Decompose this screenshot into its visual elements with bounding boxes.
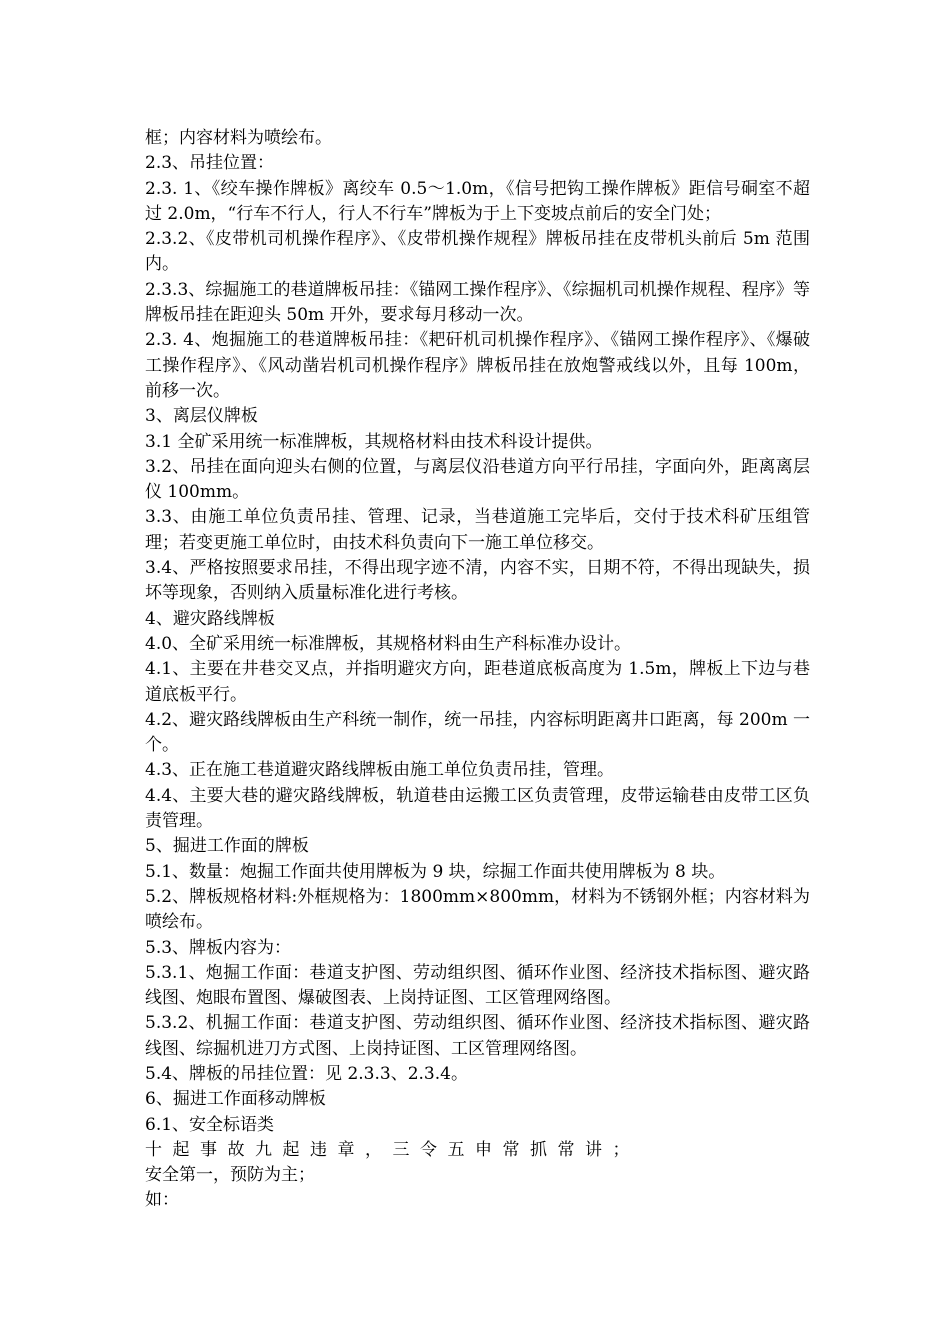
paragraph: 3.4、严格按照要求吊挂，不得出现字迹不清，内容不实，日期不符，不得出现缺失，损坏等现象，否则纳入质量标准化进行考核。 (145, 558, 810, 604)
paragraph: 5.4、牌板的吊挂位置：见 2.3.3、2.3.4。 (145, 1063, 468, 1084)
safety-slogan: 安全第一，预防为主； (145, 1165, 315, 1186)
paragraph: 4.4、主要大巷的避灾路线牌板，轨道巷由运搬工区负责管理，皮带运输巷由皮带工区负责管理。 (145, 785, 810, 832)
paragraph: 5.3.2、机掘工作面：巷道支护图、劳动组织图、循环作业图、经济技术指标图、避灾路线图、综掘机进刀方式图、上岗持证图、工区管理网络图。 (145, 1013, 810, 1059)
paragraph: 4.1、主要在井巷交叉点，并指明避灾方向，距巷道底板高度为 1.5m，牌板上下边与巷道底板平行。 (145, 659, 810, 705)
safety-slogan: 十起事故九起违章，三令五申常抓常讲； (145, 1139, 640, 1160)
paragraph: 5.1、数量：炮掘工作面共使用牌板为 9 块，综掘工作面共使用牌板为 8 块。 (145, 861, 726, 882)
section-heading: 5、掘进工作面的牌板 (145, 836, 309, 857)
paragraph: 5.2、牌板规格材料:外框规格为：1800mm×800mm，材料为不锈钢外框；内容材料为喷绘布。 (145, 886, 810, 933)
paragraph: 4.0、全矿采用统一标准牌板，其规格材料由生产科标准办设计。 (145, 633, 632, 654)
paragraph: 2.3.3、综掘施工的巷道牌板吊挂：《锚网工操作程序》、《综掘机司机操作规程、程序》等牌板吊挂在距迎头 50m 开外，要求每月移动一次。 (145, 279, 810, 326)
section-heading: 2.3、吊挂位置： (145, 153, 275, 174)
paragraph: 2.3. 1、《绞车操作牌板》离绞车 0.5～1.0m，《信号把钩工操作牌板》距信号硐室不超过 2.0m，“行车不行人，行人不行车”牌板为于上下变坡点前后的安全门处； (145, 178, 810, 224)
section-heading: 4、避灾路线牌板 (145, 608, 275, 629)
document-body (145, 126, 810, 1214)
paragraph: 框；内容材料为喷绘布。 (145, 128, 332, 148)
paragraph: 3.1 全矿采用统一标准牌板，其规格材料由技术科设计提供。 (145, 431, 603, 452)
paragraph: 如： (145, 1190, 179, 1211)
paragraph: 2.3. 4、炮掘施工的巷道牌板吊挂：《耙矸机司机操作程序》、《锚网工操作程序》、《爆破工操作程序》、《风动凿岩机司机操作程序》牌板吊挂在放炮警戒线以外，且每 100m，前移一次。 (145, 330, 810, 401)
paragraph: 5.3.1、炮掘工作面：巷道支护图、劳动组织图、循环作业图、经济技术指标图、避灾路线图、炮眼布置图、爆破图表、上岗持证图、工区管理网络图。 (145, 962, 810, 1009)
paragraph: 5.3、牌板内容为： (145, 937, 292, 958)
section-heading: 3、离层仪牌板 (145, 406, 258, 427)
paragraph: 3.2、吊挂在面向迎头右侧的位置，与离层仪沿巷道方向平行吊挂，字面向外，距离离层仪 100mm。 (145, 456, 810, 503)
paragraph: 2.3.2、《皮带机司机操作程序》、《皮带机操作规程》牌板吊挂在皮带机头前后 5m 范围内。 (145, 229, 810, 275)
paragraph: 4.3、正在施工巷道避灾路线牌板由施工单位负责吊挂，管理。 (145, 760, 615, 781)
section-heading: 6、掘进工作面移动牌板 (145, 1089, 326, 1110)
paragraph: 6.1、安全标语类 (145, 1114, 275, 1135)
paragraph: 3.3、由施工单位负责吊挂、管理、记录，当巷道施工完毕后，交付于技术科矿压组管理；若变更施工单位时，由技术科负责向下一施工单位移交。 (145, 507, 810, 553)
paragraph: 4.2、避灾路线牌板由生产科统一制作，统一吊挂，内容标明距离井口距离，每 200m 一个。 (145, 709, 810, 756)
